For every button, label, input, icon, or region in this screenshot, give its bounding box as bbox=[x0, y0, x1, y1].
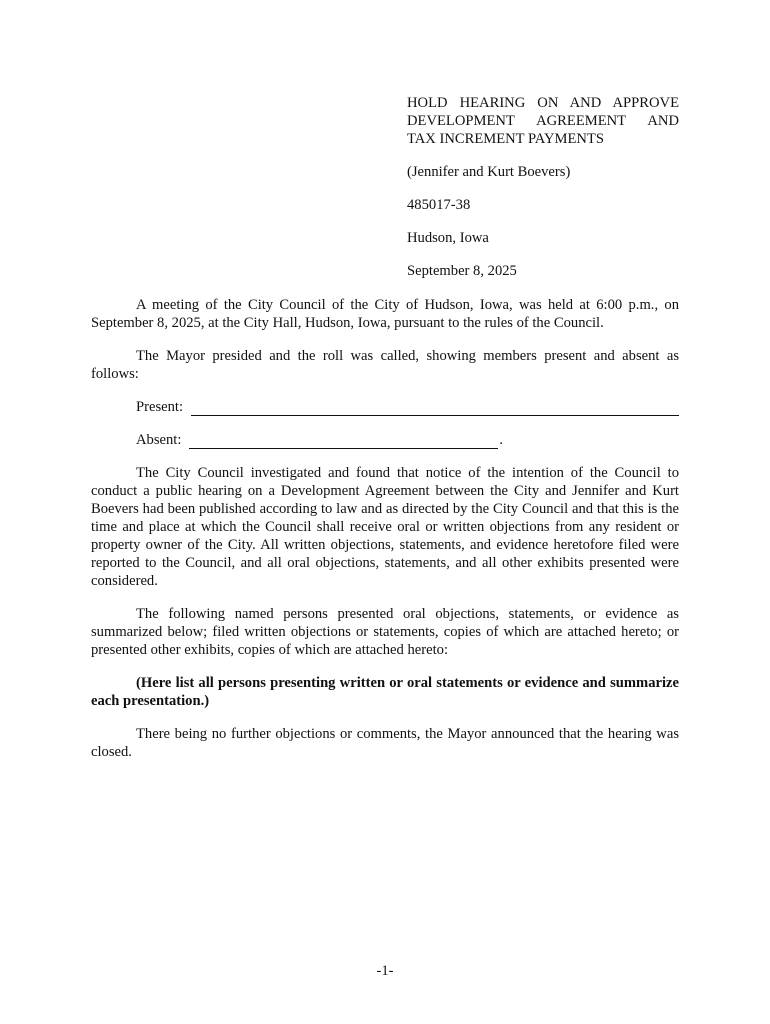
heading-parties: (Jennifer and Kurt Boevers) bbox=[407, 164, 571, 180]
heading-title-line-1: HOLD HEARING ON AND APPROVE bbox=[407, 95, 679, 111]
absent-blank[interactable] bbox=[189, 434, 498, 449]
roll-call-paragraph: The Mayor presided and the roll was called, showing members present and absent as follows: bbox=[91, 348, 679, 382]
absent-line bbox=[136, 431, 679, 449]
meeting-paragraph: A meeting of the City Council of the City of Hudson, Iowa, was held at 6:00 p.m., on September 8, 2025, at the City Hall, Hudson, Iowa, pursuant to the rules of the Council. bbox=[91, 297, 679, 331]
heading-title bbox=[407, 94, 679, 148]
absent-trailing-period: . bbox=[499, 432, 504, 448]
absent-label: Absent: bbox=[136, 432, 182, 448]
heading-file-number: 485017-38 bbox=[407, 197, 471, 213]
investigation-paragraph: The City Council investigated and found that notice of the intention of the Council to conduct a public hearing on a Development Agreement between the City and Jennifer and Kurt Boevers had been published according to law and as directed by the City Council and that this is the time and place at which the Council shall receive oral or written objections from any resident or property owner of the City. All written objections, statements, and evidence heretofore filed were reported to the Council, and all oral objections, statements, and all other exhibits presented were considered. bbox=[91, 465, 679, 589]
persons-paragraph: The following named persons presented oral objections, statements, or evidence as summarized below; filed written objections or statements, copies of which are attached hereto; or presented other exhibits, copies of which are attached hereto: bbox=[91, 606, 679, 658]
present-label: Present: bbox=[136, 399, 184, 415]
heading-location: Hudson, Iowa bbox=[407, 230, 489, 246]
instruction-paragraph: (Here list all persons presenting written or oral statements or evidence and summarize each presentation.) bbox=[91, 675, 679, 709]
present-blank[interactable] bbox=[191, 401, 679, 416]
closing-paragraph: There being no further objections or comments, the Mayor announced that the hearing was closed. bbox=[91, 726, 679, 760]
heading-title-line-2: DEVELOPMENT AGREEMENT AND bbox=[407, 113, 679, 129]
document-body bbox=[91, 296, 679, 776]
heading-title-line-3: TAX INCREMENT PAYMENTS bbox=[407, 131, 604, 147]
resolution-heading bbox=[407, 94, 679, 280]
heading-date: September 8, 2025 bbox=[407, 263, 517, 279]
page-number: -1- bbox=[376, 963, 394, 979]
present-line bbox=[136, 398, 679, 416]
